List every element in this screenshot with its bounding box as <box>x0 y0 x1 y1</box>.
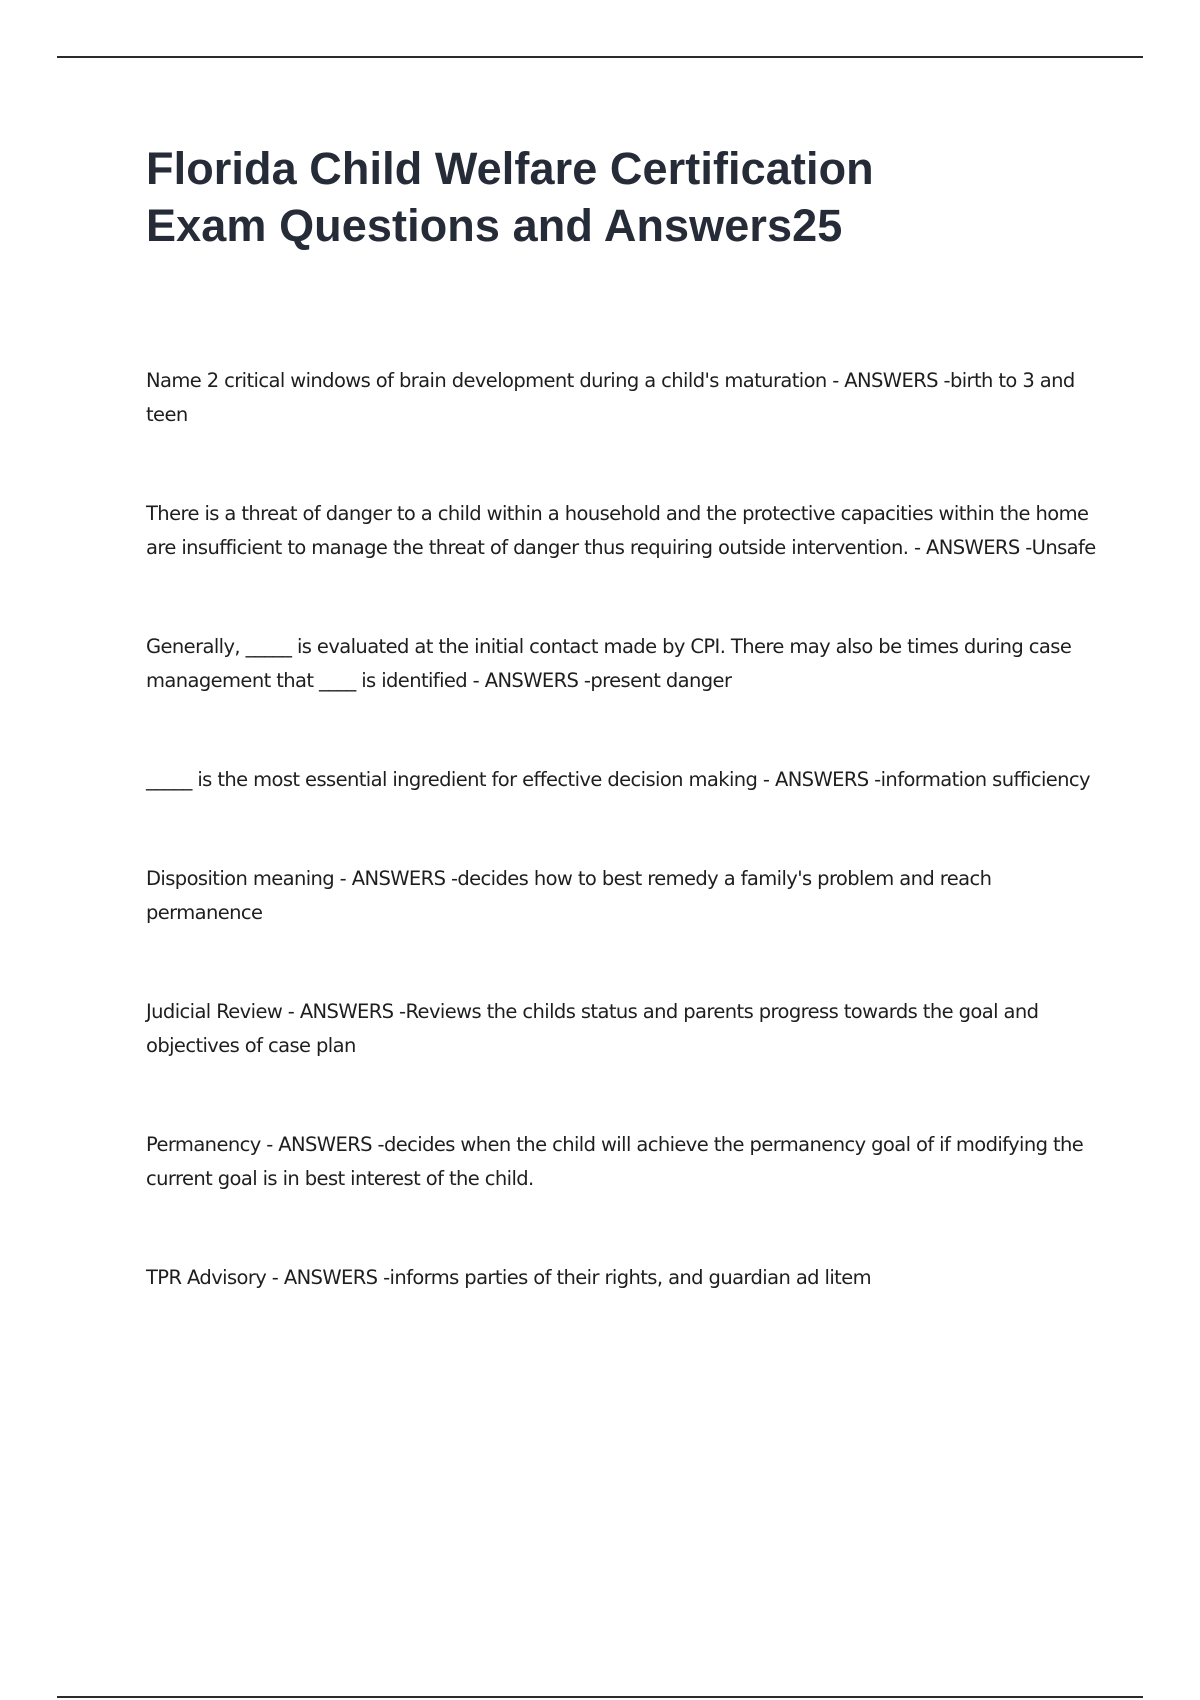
qa-item: Permanency - ANSWERS -decides when the child will achieve the permanency goal of if modifying the current goal is in best interest of the child. <box>146 1133 1084 1190</box>
qa-item: Disposition meaning - ANSWERS -decides how to best remedy a family's problem and reach permanence <box>146 867 992 924</box>
qa-item: There is a threat of danger to a child within a household and the protective capacities within the home are insufficient to manage the threat of danger thus requiring outside intervention. - ANSWERS -Unsafe <box>146 502 1096 559</box>
qa-item: Name 2 critical windows of brain development during a child's maturation - ANSWERS -birth to 3 and teen <box>146 369 1075 426</box>
qa-item: Generally, _____ is evaluated at the initial contact made by CPI. There may also be times during case management that ____ is identified - ANSWERS -present danger <box>146 635 1072 692</box>
bottom-divider <box>57 1696 1143 1698</box>
title-line-2: Exam Questions and Answers25 <box>146 200 843 251</box>
title-line-1: Florida Child Welfare Certification <box>146 143 874 194</box>
top-divider <box>57 56 1143 58</box>
qa-item: _____ is the most essential ingredient for effective decision making - ANSWERS -information sufficiency <box>146 768 1090 791</box>
qa-list <box>146 364 1096 1295</box>
qa-item: Judicial Review - ANSWERS -Reviews the childs status and parents progress towards the goal and objectives of case plan <box>146 1000 1039 1057</box>
qa-item: TPR Advisory - ANSWERS -informs parties of their rights, and guardian ad litem <box>146 1266 872 1289</box>
document-title <box>146 140 1096 254</box>
document-body <box>146 140 1096 1295</box>
